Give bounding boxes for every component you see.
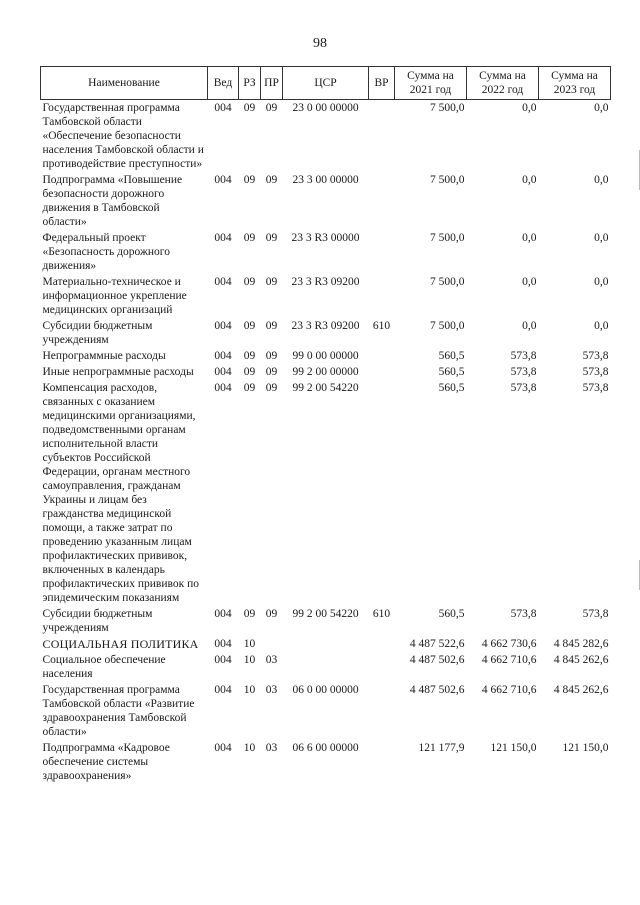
row-sum-2023: 0,0 bbox=[594, 276, 609, 288]
budget-table bbox=[40, 66, 611, 784]
header-csr: ЦСР bbox=[283, 67, 369, 100]
row-name: Материально-техническое и информационное укрепление медицинских организаций bbox=[42, 276, 187, 316]
row-vr: 610 bbox=[372, 608, 391, 620]
row-pr: 09 bbox=[265, 320, 278, 332]
row-sum-2021: 7 500,0 bbox=[430, 232, 465, 244]
row-pr: 09 bbox=[265, 366, 278, 378]
row-csr: 99 0 00 00000 bbox=[292, 350, 359, 362]
row-ved: 004 bbox=[214, 742, 232, 754]
row-sum-2021: 4 487 502,6 bbox=[409, 654, 465, 666]
row-csr bbox=[283, 652, 369, 682]
row-sum-2021: 7 500,0 bbox=[430, 174, 465, 186]
row-vr bbox=[369, 364, 395, 380]
row-pr: 09 bbox=[265, 276, 278, 288]
header-sum-2021: Сумма на 2021 год bbox=[395, 67, 467, 100]
row-pr: 09 bbox=[265, 102, 278, 114]
row-ved: 004 bbox=[214, 654, 232, 666]
row-pr: 03 bbox=[265, 684, 278, 696]
row-sum-2023: 573,8 bbox=[582, 608, 609, 620]
row-sum-2023: 0,0 bbox=[594, 102, 609, 114]
table-row bbox=[41, 740, 611, 784]
row-rz: 09 bbox=[243, 276, 256, 288]
row-rz: 10 bbox=[243, 742, 256, 754]
row-sum-2022: 573,8 bbox=[510, 608, 537, 620]
table-header-row bbox=[41, 67, 611, 100]
row-name: Федеральный проект «Безопасность дорожного движения» bbox=[42, 232, 170, 272]
row-sum-2023: 4 845 262,6 bbox=[553, 684, 609, 696]
row-pr: 09 bbox=[265, 174, 278, 186]
row-rz: 09 bbox=[243, 366, 256, 378]
row-rz: 10 bbox=[243, 654, 256, 666]
table-row bbox=[41, 364, 611, 380]
row-sum-2022: 4 662 710,6 bbox=[481, 654, 537, 666]
row-vr bbox=[369, 172, 395, 230]
row-vr bbox=[369, 636, 395, 652]
row-rz: 09 bbox=[243, 608, 256, 620]
table-row bbox=[41, 636, 611, 652]
header-vr: ВР bbox=[369, 67, 395, 100]
header-ved: Вед bbox=[208, 67, 239, 100]
row-ved: 004 bbox=[214, 350, 232, 362]
row-csr: 99 2 00 54220 bbox=[292, 608, 359, 620]
row-csr: 23 3 R3 09200 bbox=[291, 320, 360, 332]
table-row bbox=[41, 274, 611, 318]
row-sum-2023: 0,0 bbox=[594, 174, 609, 186]
row-name: Субсидии бюджетным учреждениям bbox=[42, 608, 153, 634]
table-row bbox=[41, 380, 611, 606]
table-row bbox=[41, 230, 611, 274]
row-sum-2021: 7 500,0 bbox=[430, 320, 465, 332]
row-rz: 09 bbox=[243, 232, 256, 244]
row-sum-2022: 0,0 bbox=[522, 320, 537, 332]
row-sum-2023: 573,8 bbox=[582, 382, 609, 394]
row-vr bbox=[369, 274, 395, 318]
row-sum-2021: 7 500,0 bbox=[430, 102, 465, 114]
row-sum-2022: 0,0 bbox=[522, 232, 537, 244]
row-ved: 004 bbox=[214, 102, 232, 114]
row-csr: 06 0 00 00000 bbox=[292, 684, 359, 696]
row-csr: 23 0 00 00000 bbox=[292, 102, 359, 114]
header-pr: ПР bbox=[261, 67, 283, 100]
row-sum-2021: 560,5 bbox=[438, 608, 465, 620]
table-row bbox=[41, 172, 611, 230]
row-csr: 23 3 R3 00000 bbox=[291, 232, 360, 244]
table-row bbox=[41, 318, 611, 348]
header-name: Наименование bbox=[41, 67, 208, 100]
row-name: Непрограммные расходы bbox=[42, 350, 166, 362]
row-sum-2023: 121 150,0 bbox=[562, 742, 609, 754]
row-sum-2023: 0,0 bbox=[594, 232, 609, 244]
table-row bbox=[41, 606, 611, 636]
row-pr: 09 bbox=[265, 608, 278, 620]
table-row bbox=[41, 348, 611, 364]
row-ved: 004 bbox=[214, 382, 232, 394]
row-name: Подпрограмма «Повышение безопасности дорожного движения в Тамбовской области» bbox=[42, 174, 183, 228]
row-sum-2022: 573,8 bbox=[510, 350, 537, 362]
table-row bbox=[41, 682, 611, 740]
row-ved: 004 bbox=[214, 276, 232, 288]
row-vr bbox=[369, 230, 395, 274]
table-row bbox=[41, 652, 611, 682]
row-csr: 23 3 R3 09200 bbox=[291, 276, 360, 288]
row-sum-2023: 573,8 bbox=[582, 350, 609, 362]
header-sum-2023: Сумма на 2023 год bbox=[539, 67, 611, 100]
row-csr bbox=[283, 636, 369, 652]
row-name: Субсидии бюджетным учреждениям bbox=[42, 320, 153, 346]
row-pr: 03 bbox=[265, 654, 278, 666]
row-sum-2022: 573,8 bbox=[510, 366, 537, 378]
row-sum-2023: 0,0 bbox=[594, 320, 609, 332]
row-rz: 09 bbox=[243, 350, 256, 362]
row-sum-2022: 0,0 bbox=[522, 102, 537, 114]
row-sum-2021: 560,5 bbox=[438, 366, 465, 378]
row-ved: 004 bbox=[214, 232, 232, 244]
row-name: СОЦИАЛЬНАЯ ПОЛИТИКА bbox=[42, 637, 199, 651]
row-name: Государственная программа Тамбовской области «Развитие здравоохранения Тамбовской области» bbox=[42, 684, 195, 738]
row-csr: 06 6 00 00000 bbox=[292, 742, 359, 754]
table-row bbox=[41, 100, 611, 173]
row-vr bbox=[369, 100, 395, 173]
row-sum-2021: 4 487 522,6 bbox=[409, 638, 465, 650]
row-pr: 09 bbox=[265, 232, 278, 244]
row-sum-2023: 4 845 282,6 bbox=[553, 638, 609, 650]
row-vr bbox=[369, 652, 395, 682]
row-vr bbox=[369, 682, 395, 740]
header-rz: РЗ bbox=[239, 67, 261, 100]
row-sum-2021: 560,5 bbox=[438, 350, 465, 362]
row-sum-2021: 4 487 502,6 bbox=[409, 684, 465, 696]
row-sum-2023: 573,8 bbox=[582, 366, 609, 378]
row-sum-2022: 573,8 bbox=[510, 382, 537, 394]
row-name: Государственная программа Тамбовской области «Обеспечение безопасности населения Тамбовской области и противодействие преступности» bbox=[42, 102, 204, 170]
row-name: Социальное обеспечение населения bbox=[42, 654, 166, 680]
header-sum-2022: Сумма на 2022 год bbox=[467, 67, 539, 100]
row-sum-2023: 4 845 262,6 bbox=[553, 654, 609, 666]
row-csr: 99 2 00 54220 bbox=[292, 382, 359, 394]
row-ved: 004 bbox=[214, 174, 232, 186]
row-ved: 004 bbox=[214, 608, 232, 620]
page-number: 98 bbox=[313, 36, 327, 51]
row-pr: 09 bbox=[265, 350, 278, 362]
row-rz: 09 bbox=[243, 320, 256, 332]
row-name: Иные непрограммные расходы bbox=[42, 366, 194, 378]
row-name: Компенсация расходов, связанных с оказанием медицинскими организациями, подведомственными органам исполнительной власти субъектов Российской Федерации, органам местного самоуправления, гражданам Украины и лицам без гражданства медицинской помощи, а также затрат по проведению указанным лицам профилактических прививок, включенных в календарь профилактических прививок по эпидемическим показаниям bbox=[42, 382, 199, 604]
row-sum-2021: 560,5 bbox=[438, 382, 465, 394]
row-sum-2022: 4 662 730,6 bbox=[481, 638, 537, 650]
row-rz: 10 bbox=[243, 684, 256, 696]
row-rz: 09 bbox=[243, 382, 256, 394]
row-sum-2022: 4 662 710,6 bbox=[481, 684, 537, 696]
row-ved: 004 bbox=[214, 684, 232, 696]
row-pr: 03 bbox=[265, 742, 278, 754]
row-ved: 004 bbox=[214, 366, 232, 378]
row-csr: 99 2 00 00000 bbox=[292, 366, 359, 378]
row-vr bbox=[369, 380, 395, 606]
row-sum-2021: 121 177,9 bbox=[418, 742, 465, 754]
row-vr bbox=[369, 348, 395, 364]
row-sum-2022: 0,0 bbox=[522, 276, 537, 288]
row-vr bbox=[369, 740, 395, 784]
row-pr: 09 bbox=[265, 382, 278, 394]
row-pr bbox=[261, 636, 283, 652]
row-rz: 10 bbox=[243, 638, 256, 650]
row-name: Подпрограмма «Кадровое обеспечение системы здравоохранения» bbox=[42, 742, 170, 782]
row-csr: 23 3 00 00000 bbox=[292, 174, 359, 186]
row-vr: 610 bbox=[372, 320, 391, 332]
row-ved: 004 bbox=[214, 638, 232, 650]
row-sum-2021: 7 500,0 bbox=[430, 276, 465, 288]
row-sum-2022: 0,0 bbox=[522, 174, 537, 186]
row-sum-2022: 121 150,0 bbox=[490, 742, 537, 754]
row-rz: 09 bbox=[243, 102, 256, 114]
row-rz: 09 bbox=[243, 174, 256, 186]
row-ved: 004 bbox=[214, 320, 232, 332]
